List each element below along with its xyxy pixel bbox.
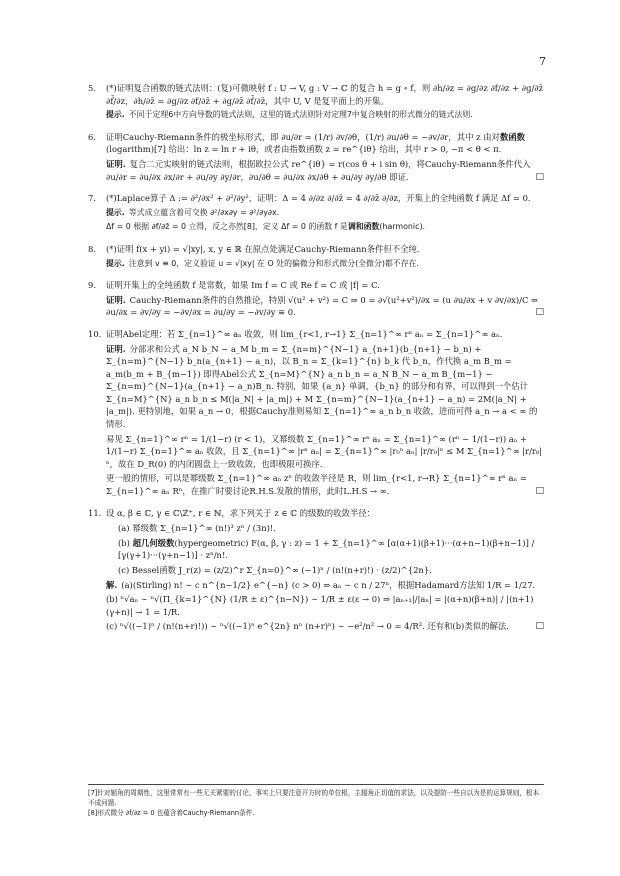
exercise-number: 10.: [88, 328, 102, 339]
exercise-11: [88, 507, 544, 633]
proof-label: 证明.: [106, 294, 126, 305]
exercise-number: 6.: [88, 131, 96, 142]
qed-symbol: □: [535, 621, 544, 632]
solution-c-line: [106, 620, 544, 633]
proof-text: 复合二元实映射的链式法则，根据欧拉公式 re^{iθ} = r(cos θ + i sin θ)，将Cauchy-Riemann条件代入 ∂u/∂r = ∂u/∂x ∂x/∂r + ∂u/∂y ∂y/∂r，∂u/∂θ = ∂u/∂x ∂x/∂θ + ∂u/∂y ∂y/∂θ 即证.: [106, 158, 531, 182]
term-logarithm: 数函数: [499, 131, 526, 142]
sub-question-b: [118, 537, 544, 562]
exercise-5: [88, 82, 544, 122]
qed-symbol: □: [535, 307, 544, 318]
qed-symbol: □: [535, 486, 544, 497]
hint: [106, 109, 544, 122]
proof-text: 更一般的情形，可以是幂级数 Σ_{n=1}^∞ aₙ zⁿ 的收敛半径是 R，则 lim_{r<1, r→R} Σ_{n=1}^∞ rⁿ aₙ = Σ_{n=1}^∞ aₙ Rⁿ，在推广时要讨论R.H.S.发散的情形，此时L.H.S → ∞.: [106, 473, 527, 497]
solution-c: (c) ⁿ√((−1)ⁿ / (n!(n+r)!)) ∼ ⁿ√((−1)ⁿ e^{2n} nⁿ (n+r)ⁿ) ∼ −e²/n² → 0 = 4/R². 还有和(b)类似的解法.: [106, 621, 509, 632]
exercise-statement: 证明开集上的全纯函数 f 是常数，如果 Im f = C 或 Re f = C 或 |f| = C.: [106, 280, 380, 291]
hint-text: 不同于定理6中方向导数的链式法则，这里的链式法则针对定理7中复合映射的形式微分的链式法则.: [128, 110, 473, 120]
exercise-list: [88, 82, 544, 642]
proof-text: 分部求和公式 a_N b_N − a_M b_m = Σ_{n=m}^{N−1} a_{n+1}(b_{n+1} − b_n) + Σ_{n=m}^{N−1} b_n(a_{n+1} − a_n)，以 B_n = Σ_{k=1}^{n} b_k 代 b_n，作代换 a_m B_m = a_m(b_m + B_{m−1}) 即得Abel公式 Σ_{n=M}^{N} a_n b_n = a_N B_N − a_m B_{m−1} − Σ_{n=m}^{N−1}(a_{n+1} − a_n)B_n. 特别，如果 {a_n} 单调，{b_n} 的部分和有界，可以得到一个估计 Σ_{n=M}^{N} a_n b_n ≤ M(|a_N| + |a_m|) + M Σ_{n=m}^{N−1}(a_{n+1} − a_n) = 2M(|a_N| + |a_m|). 更特别地，如果 a_n → 0，根据Cauchy准则易知 Σ_{n=1}^∞ a_n b_n 收敛，进而可得 a_n → a < ∞ 的情形.: [106, 343, 538, 430]
hint-part: Δf = 0 根据 ∂f/∂z̄ = 0 立得，反之亦然[8]，定义 Δf = 0 的函数 f 是: [106, 222, 348, 232]
hint-text: 等式成立蕴含着可交换 ∂²/∂x∂y = ∂²/∂y∂x.: [128, 207, 280, 217]
hint-text: 注意到 v ≡ 0，定义验证 u = √|xy| 在 O 处的偏微分和形式微分(全微分)都不存在.: [128, 258, 419, 268]
page-number: 7: [539, 55, 546, 68]
exercise-9: [88, 279, 544, 319]
hint-part: (harmonic).: [379, 222, 426, 232]
exercise-number: 11.: [88, 507, 102, 518]
exercise-number: 9.: [88, 280, 96, 291]
hint-label: 提示.: [106, 207, 125, 217]
exercise-statement: 证明Abel定理：若 Σ_{n=1}^∞ aₙ 收敛，则 lim_{r<1, r→1} Σ_{n=1}^∞ rⁿ aₙ = Σ_{n=1}^∞ aₙ.: [106, 328, 503, 339]
statement-part: 证明Cauchy-Riemann条件的极坐标形式，即 ∂u/∂r = (1/r) ∂v/∂θ，(1/r) ∂u/∂θ = −∂v/∂r，其中 z 由对: [106, 131, 500, 142]
solution-label: 解.: [106, 579, 118, 590]
hint-label: 提示.: [106, 258, 125, 268]
footnote-8: [8]形式微分 ∂f/∂z = 0 也蕴含着Cauchy-Riemann条件.: [88, 809, 255, 817]
hint-label: 提示.: [106, 110, 125, 120]
solution: [106, 579, 544, 592]
exercise-10: [88, 328, 544, 498]
exercise-number: 8.: [88, 243, 96, 254]
sub-question-a: (a) 幂级数 Σ_{n=1}^∞ (n!)³ zⁿ / (3n)!.: [118, 523, 276, 534]
hint: [106, 207, 544, 220]
statement-part: (logarithm)[7] 给出：ln z = ln r + iθ，或者由指数函数 z = re^{iθ} 给出，其中 r > 0, −π < θ < π.: [106, 144, 502, 155]
sub-label: (b): [118, 537, 130, 548]
exercise-statement: (*)证明 f(x + yi) = √|xy|, x, y ∈ ℝ 在原点处满足Cauchy-Riemann条件但不全纯.: [106, 243, 420, 254]
exercise-statement: (*)Laplace算子 Δ := ∂²/∂x² + ∂²/∂y²，证明：Δ = 4 ∂/∂z ∂/∂z̄ = 4 ∂/∂z̄ ∂/∂z，开集上的全纯函数 f 满足 Δf = 0.: [106, 193, 531, 204]
proof-paragraph: 易见 Σ_{n=1}^∞ rⁿ = 1/(1−r) (r < 1)，又幂级数 Σ_{n=1}^∞ rⁿ aₙ = Σ_{n=1}^∞ (rⁿ − 1/(1−r)) aₙ + 1/(1−r) Σ_{n=1}^∞ aₙ 收敛，且 Σ_{n=1}^∞ |rⁿ aₙ| = Σ_{n=1}^∞ |r₀ⁿ aₙ| |r/r₀|ⁿ ≤ M Σ_{n=1}^∞ |r/r₀|ⁿ，故在 D_R(0) 的内闭圆盘上一致收敛，也即极限可换序.: [106, 433, 543, 469]
proof: [106, 294, 544, 319]
sub-text: (hypergeometric) F(α, β, γ : z) = 1 + Σ_{n=1}^∞ [α(α+1)(β+1)···(α+n−1)(β+n−1)] / [γ(γ+1)···(γ+n−1)] · zⁿ/n!.: [118, 537, 535, 561]
sub-question-c: (c) Bessel函数 J_r(z) = (z/2)^r Σ_{n=0}^∞ (−1)ⁿ / (n!(n+r)!) · (z/2)^{2n}.: [118, 565, 432, 575]
solution-a: (a)(Stirling) n! ∼ c n^{n−1/2} e^{−n} (c > 0) ⇒ aₙ ∼ c n / 27ⁿ，根据Hadamard方法知 1/R = 1/27.: [121, 579, 536, 590]
qed-symbol: □: [535, 171, 544, 182]
sub-questions: [118, 522, 544, 576]
term-hypergeometric: 超几何级数: [132, 537, 175, 548]
exercise-7: [88, 192, 544, 234]
proof-label: 证明.: [106, 158, 126, 169]
exercise-8: [88, 243, 544, 270]
proof: [106, 158, 544, 183]
exercise-6: [88, 131, 544, 183]
proof: [106, 343, 544, 431]
exercise-number: 5.: [88, 83, 96, 93]
term-harmonic: 调和函数: [347, 222, 380, 232]
exercise-statement: [106, 131, 544, 156]
exercise-statement: (*)证明复合函数的链式法则：(复)可微映射 f : U → V, g : V → ℂ 的复合 h = g ∘ f，则 ∂h/∂z = ∂g/∂z ∂f/∂z + ∂g/∂z̄ ∂f̄/∂z，∂h/∂z̄ = ∂g/∂z ∂f/∂z̄ + ∂g/∂z̄ ∂f̄/∂z̄，其中 U, V 是复平面上的开集。: [106, 83, 544, 106]
hint: [106, 258, 544, 271]
proof-paragraph: [106, 472, 544, 497]
proof-label: 证明.: [106, 343, 126, 354]
exercise-statement: 设 α, β ∈ ℂ, γ ∈ ℂ\ℤ⁺, r ∈ ℕ，求下列关于 z ∈ ℂ 的级数的收敛半径：: [106, 507, 375, 518]
footnotes: [88, 784, 544, 820]
exercise-number: 7.: [88, 193, 96, 204]
hint-continued: [106, 221, 544, 234]
solution-b: (b) ⁿ√aₙ ∼ ⁿ√(Π_{k=1}^{N} (1/R ± ε)^{n−N}) ∼ 1/R ± ε(ε → 0) ⇒ |aₙ₊₁|/|aₙ| = |(α+n)(β+n)| / |(n+1)(γ+n)| → 1 = 1/R.: [106, 594, 534, 617]
proof-text: Cauchy-Riemann条件的自然推论，特别 √(u² + v²) = C ⇒ 0 = ∂√(u²+v²)/∂x = (u ∂u/∂x + v ∂v/∂x)/C ⇒ ∂u/∂x = ∂v/∂y = −∂v/∂x = ∂u/∂y = −∂v/∂y ≡ 0.: [106, 294, 539, 318]
footnote-7: [7]针对辐角的周期性，这里常常有一些无关紧要的讨论，事实上只要注意开方时的单位根，主辐角正切值的求法，以及提防一些自以为是的运算规则，根本不成问题.: [88, 789, 540, 807]
